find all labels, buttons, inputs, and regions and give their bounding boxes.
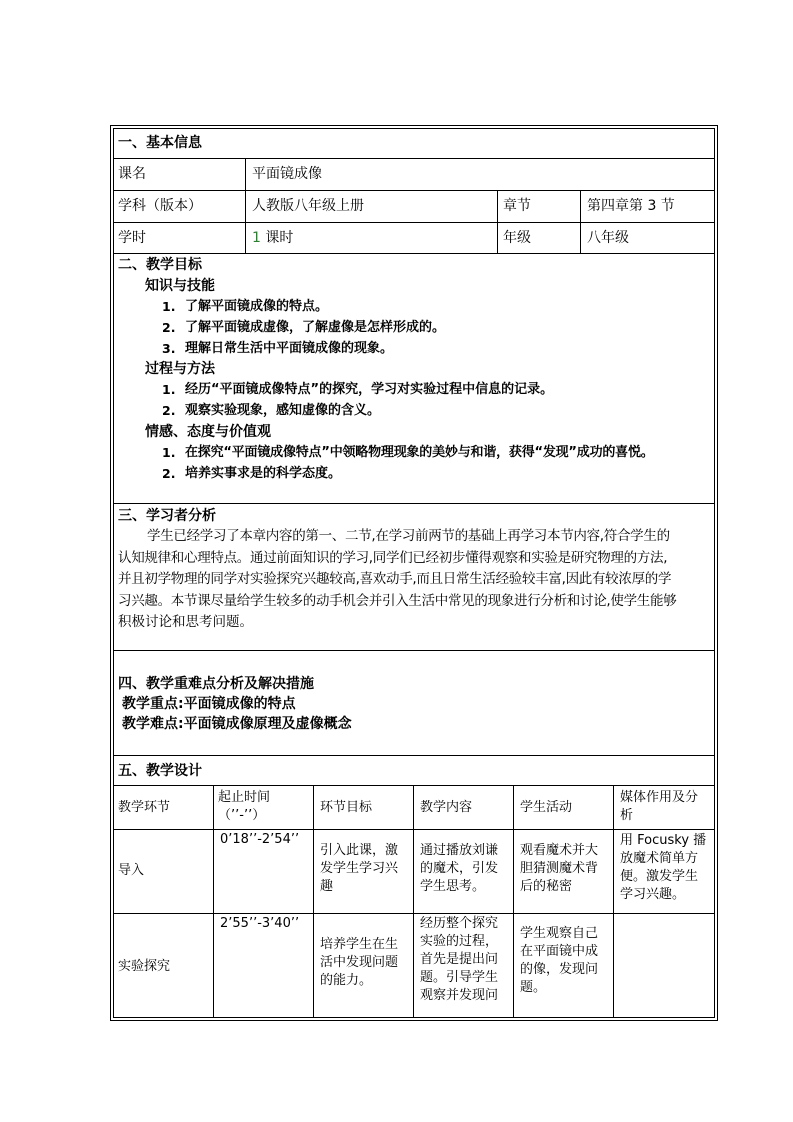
table-cell-stage: 实验探究: [118, 959, 171, 974]
column-header-time: 起止时间（’’-’’）: [218, 790, 271, 823]
objective-group-title: 过程与方法: [145, 361, 215, 377]
table-cell-stage: 导入: [118, 863, 145, 878]
rule: [245, 158, 246, 253]
list-number: 2.: [162, 466, 176, 481]
hours-number: 1: [252, 230, 261, 246]
list-number: 1.: [162, 299, 176, 314]
paragraph-line: 学生已经学习了本章内容的第一、二节,在学习前两节的基础上再学习本节内容,符合学生的: [147, 528, 670, 544]
list-number: 2.: [162, 320, 176, 335]
list-number: 1.: [162, 445, 176, 460]
section-heading-design: 五、教学设计: [118, 763, 202, 779]
column-header-stage: 教学环节: [118, 800, 171, 815]
key-point: 教学重点:平面镜成像的特点: [122, 696, 296, 712]
rule: [113, 829, 715, 830]
objective-item: 观察实验现象，感知虚像的含义。: [185, 403, 381, 418]
objective-item: 经历“平面镜成像特点”的探究，学习对实验过程中信息的记录。: [185, 382, 554, 397]
objective-item: 培养实事求是的科学态度。: [185, 466, 342, 481]
objective-item: 了解平面镜成像的特点。: [185, 299, 329, 314]
rule: [113, 650, 715, 651]
table-cell-activity: 观看魔术并大胆猜测魔术背后的秘密: [520, 843, 599, 894]
grade-label: 年级: [503, 230, 531, 246]
column-header-media: 媒体作用及分析: [620, 790, 699, 823]
section-heading-key-points: 四、教学重难点分析及解决措施: [118, 676, 314, 692]
paragraph-line: 认知规律和心理特点。通过前面知识的学习,同学们已经初步懂得观察和实验是研究物理的方法,: [118, 549, 668, 566]
paragraph-line: 习兴趣。本节课尽量给学生较多的动手机会并引入生活中常见的现象进行分析和讨论,使学生能够: [118, 592, 677, 609]
rule: [113, 503, 715, 504]
learner-analysis-text: [118, 526, 710, 634]
rule: [313, 785, 314, 1017]
table-cell-time: 2’55’’-3’40’’: [220, 916, 300, 931]
table-cell-goal: 引入此课，激发学生学习兴趣: [320, 843, 399, 894]
rule: [513, 785, 514, 1017]
table-cell-content: 经历整个探究实验的过程，首先是提出问题。引导学生观察并发现问: [420, 916, 499, 1003]
rule: [113, 253, 715, 254]
paragraph-line: 积极讨论和思考问题。: [118, 614, 253, 630]
column-header-content: 教学内容: [420, 800, 473, 815]
subject-label: 学科（版本）: [118, 198, 202, 214]
rule: [113, 222, 715, 223]
rule: [580, 190, 581, 253]
hours-unit: 课时: [260, 230, 294, 246]
objective-item: 了解平面镜成虚像，了解虚像是怎样形成的。: [185, 320, 446, 335]
table-cell-time: 0’18’’-2’54’’: [220, 832, 300, 847]
list-number: 2.: [162, 403, 176, 418]
rule: [213, 785, 214, 1017]
objective-item: 在探究“平面镜成像特点”中领略物理现象的美妙与和谐，获得“发现”成功的喜悦。: [185, 445, 654, 460]
subject-value: 人教版八年级上册: [252, 198, 364, 214]
column-header-activity: 学生活动: [520, 800, 573, 815]
difficult-point: 教学难点:平面镜成像原理及虚像概念: [122, 716, 352, 732]
hours-value: [252, 231, 293, 245]
table-cell-goal: 培养学生在生活中发现问题的能力。: [320, 937, 399, 988]
section-heading-basic-info: 一、基本信息: [118, 135, 202, 151]
grade-value: 八年级: [587, 230, 629, 246]
section-heading-learner-analysis: 三、学习者分析: [118, 508, 216, 524]
chapter-label: 章节: [503, 198, 531, 214]
list-number: 1.: [162, 382, 176, 397]
paragraph-line: 并且初学物理的同学对实验探究兴趣较高,喜欢动手,而且日常生活经验较丰富,因此有较浓厚的学: [118, 571, 672, 587]
table-cell-media: 用 Focusky 播放魔术简单方便。激发学生学习兴趣。: [620, 833, 707, 902]
objective-item: 理解日常生活中平面镜成像的现象。: [185, 341, 394, 356]
table-cell-content: 通过播放刘谦的魔术，引发学生思考。: [420, 843, 499, 894]
list-number: 3.: [162, 341, 176, 356]
rule: [613, 785, 614, 1017]
table-cell-activity: 学生观察自己在平面镜中成的像，发现问题。: [520, 926, 599, 995]
course-value: 平面镜成像: [252, 166, 322, 182]
hours-label: 学时: [118, 230, 146, 246]
rule: [113, 755, 715, 756]
objective-group-title: 情感、态度与价值观: [145, 424, 271, 440]
chapter-value: 第四章第 3 节: [587, 198, 675, 214]
course-label: 课名: [118, 166, 146, 182]
rule: [113, 785, 715, 786]
rule: [113, 158, 715, 159]
rule: [113, 913, 715, 914]
rule: [113, 190, 715, 191]
section-heading-objectives: 二、教学目标: [118, 257, 202, 273]
rule: [497, 190, 498, 253]
objective-group-title: 知识与技能: [145, 278, 215, 294]
rule: [413, 785, 414, 1017]
column-header-goal: 环节目标: [320, 800, 373, 815]
